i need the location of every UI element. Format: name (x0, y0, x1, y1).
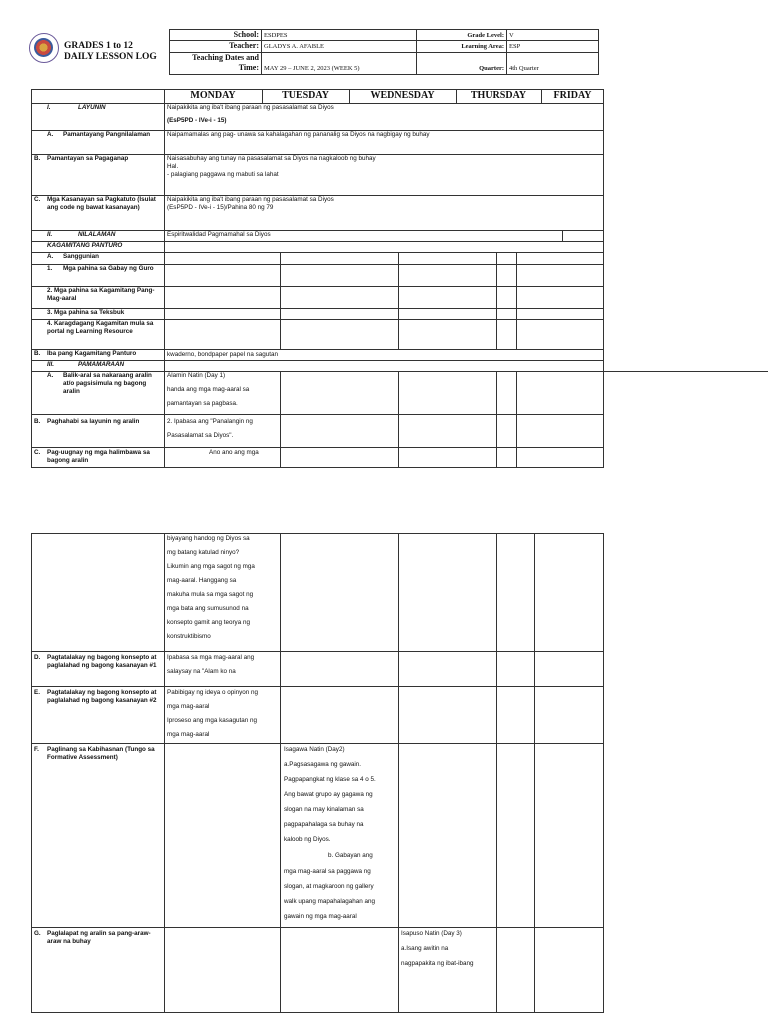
cont-line: makuha mula sa mga sagot ng (167, 591, 254, 598)
row-label-balik-aral: Balik-aral sa nakaraang aralin at/o pagsisimula ng bagong aralin (63, 372, 152, 395)
row-label-d: Pagtatalakay ng bagong konsepto at paglalahad ng bagong kasanayan #1 (47, 654, 157, 669)
row-label-layunin: LAYUNIN (78, 104, 106, 111)
row-num-d: D. (34, 654, 41, 661)
school-label: School: (233, 30, 259, 39)
row-num-e: E. (34, 689, 40, 696)
pagaganap-line3: - palagiang paggawa ng mabuti sa lahat (167, 171, 279, 178)
paghahabi-line1: 2. Ipabasa ang "Panalangin ng (167, 418, 253, 425)
d-line2: salaysay na "Alam ko na (167, 668, 236, 675)
row-label-sanggunian: Sanggunian (63, 253, 100, 260)
day-header-friday: FRIDAY (553, 90, 592, 101)
row-label-iba-pang: Iba pang Kagamitang Panturo (47, 350, 137, 357)
day-header-monday: MONDAY (190, 90, 236, 101)
layunin-code: (EsP5PD - IVe-i - 15) (167, 117, 227, 124)
row-num-iba-pang: B. (34, 350, 41, 357)
teacher-value: GLADYS A. AFABLE (264, 43, 325, 50)
dates-label-1: Teaching Dates and (192, 53, 259, 62)
balik-aral-line1: Alamin Natin (Day 1) (167, 372, 226, 379)
e-line2: mga mag-aaral (167, 703, 210, 710)
row-label-pagaganap: Pamantayan sa Pagaganap (47, 155, 129, 162)
e-line1: Pabibigay ng ideya o opinyon ng (167, 689, 259, 696)
f-line: walk upang mapahalagahan ang (284, 898, 376, 905)
pag-uugnay-line1: Ano ano ang mga (209, 449, 259, 456)
pagaganap-line1: Naisasabuhay ang tunay na pasasalamat sa Diyos na nagkaloob ng buhay (167, 155, 376, 162)
row-num-layunin: I. (47, 104, 51, 111)
cont-line: mga bata ang sumusunod na (167, 605, 249, 612)
row-num-pag-uugnay: C. (34, 449, 41, 456)
lesson-log-table-page1 (31, 89, 604, 468)
quarter-value: 4th Quarter (509, 65, 539, 72)
f-line: slogan, at magkaroon ng gallery (284, 883, 374, 890)
kasanayan-line1: Naipakikita ang iba't ibang paraan ng pasasalamat sa Diyos (167, 196, 334, 203)
e-line3: Iproseso ang mga kasagutan ng (167, 717, 257, 724)
f-line: Isagawa Natin (Day2) (284, 746, 345, 753)
row-num-pamamaraan: III. (47, 361, 54, 368)
g-line: a.Isang awitin na (401, 945, 449, 952)
layunin-text: Naipakikita ang iba't ibang paraan ng pasasalamat sa Diyos (167, 104, 334, 111)
form-title-line2: DAILY LESSON LOG (64, 52, 157, 62)
row-label-gabay: Mga pahina sa Gabay ng Guro (63, 265, 154, 272)
deped-seal-logo (29, 33, 59, 63)
row-label-paghahabi: Paghahabi sa layunin ng aralin (47, 418, 140, 425)
balik-aral-line3: pamantayan sa pagbasa. (167, 400, 238, 407)
quarter-label: Quarter: (479, 65, 504, 72)
row-num-gabay: 1. (47, 265, 53, 272)
grade-value: V (509, 32, 514, 39)
row-num-kasanayan: C. (34, 196, 41, 203)
cont-line: biyayang handog ng Diyos sa (167, 535, 250, 542)
row-label-g: Paglalapat ng aralin sa pang-araw-araw na buhay (47, 930, 151, 945)
row-num-f: F. (34, 746, 39, 753)
row-label-teksbuk: 3. Mga pahina sa Teksbuk (47, 309, 125, 316)
row-label-e: Pagtatalakay ng bagong konsepto at paglalahad ng bagong kasanayan #2 (47, 689, 157, 704)
row-label-pag-uugnay: Pag-uugnay ng mga halimbawa sa bagong aralin (47, 449, 150, 464)
dates-value: MAY 29 – JUNE 2, 2023 (WEEK 5) (264, 65, 360, 72)
row-num-g: G. (34, 930, 41, 937)
e-line4: mga mag-aaral (167, 731, 210, 738)
row-label-kagamitang-mag-aaral: 2. Mga pahina sa Kagamitang Pang-Mag-aaral (47, 287, 155, 302)
f-line: Pagpapangkat ng klase sa 4 o 5. (284, 776, 376, 783)
school-value: ESDPES (264, 32, 288, 39)
row-num-pamantayang: A. (47, 131, 54, 138)
f-line: b. Gabayan ang (328, 852, 373, 859)
grade-label: Grade Level: (467, 32, 504, 39)
d-line1: Ipabasa sa mga mag-aaral ang (167, 654, 255, 661)
row-label-nilalaman: NILALAMAN (78, 231, 116, 238)
row-num-nilalaman: II. (47, 231, 53, 238)
f-line: mga mag-aaral sa paggawa ng (284, 868, 371, 875)
day-header-thursday: THURSDAY (470, 90, 527, 101)
row-label-f: Paglinang sa Kabihasnan (Tungo sa Formative Assessment) (47, 746, 155, 761)
cont-line: konstruktibismo (167, 633, 211, 640)
day-header-wednesday: WEDNESDAY (370, 90, 435, 101)
pamantayang-text: Naipamamalas ang pag- unawa sa kahalagahan ng pananalig sa Diyos na nagbigay ng buhay (167, 131, 430, 138)
balik-aral-line2: handa ang mga mag-aaral sa (167, 386, 250, 393)
form-title-line1: GRADES 1 to 12 (64, 41, 133, 51)
row-num-pagaganap: B. (34, 155, 41, 162)
row-label-pamamaraan: PAMAMARAAN (78, 361, 125, 368)
paghahabi-line2: Pasasalamat sa Diyos". (167, 432, 234, 439)
row-num-sanggunian: A. (47, 253, 54, 260)
nilalaman-text: Espiritwalidad Pagmamahal sa Diyos (167, 231, 271, 238)
area-value: ESP (509, 43, 521, 50)
row-label-kagamitan: KAGAMITANG PANTURO (47, 242, 123, 249)
g-line: Isapuso Natin (Day 3) (401, 930, 462, 937)
cont-line: mag-aaral. Hanggang sa (167, 577, 237, 584)
f-line: Ang bawat grupo ay gagawa ng (284, 791, 373, 798)
teacher-label: Teacher: (229, 41, 259, 50)
dates-label-2: Time: (238, 63, 259, 72)
g-line: nagpapakita ng ibat-ibang (401, 960, 474, 967)
row-num-balik-aral: A. (47, 372, 54, 379)
iba-pang-text: kwaderno, bondpaper papel na sagutan (167, 351, 278, 358)
kasanayan-line2: (EsP5PD - IVe-i - 15)/Pahina 80 ng 79 (167, 204, 274, 211)
area-label: Learning Area: (461, 43, 504, 50)
f-line: pagpapahalaga sa buhay na (284, 821, 364, 828)
day-header-tuesday: TUESDAY (282, 90, 329, 101)
f-line: kaloob ng Diyos. (284, 836, 331, 843)
row-num-paghahabi: B. (34, 418, 41, 425)
row-label-kasanayan: Mga Kasanayan sa Pagkatuto (Isulat ang code ng bawat kasanayan) (47, 196, 156, 211)
row-label-karagdagang: 4. Karagdagang Kagamitan mula sa portal ng Learning Resource (47, 320, 154, 335)
cont-line: Likumin ang mga sagot ng mga (167, 563, 255, 570)
cont-line: konsepto gamit ang teorya ng (167, 619, 250, 626)
row-label-pamantayang: Pamantayang Pangnilalaman (63, 131, 151, 138)
f-line: slogan na may kinalaman sa (284, 806, 364, 813)
pagaganap-line2: Hal. (167, 163, 179, 170)
f-line: a.Pagsasagawa ng gawain. (284, 761, 362, 768)
cont-line: mg batang katulad ninyo? (167, 549, 240, 556)
f-line: gawain ng mga mag-aaral (284, 913, 357, 920)
